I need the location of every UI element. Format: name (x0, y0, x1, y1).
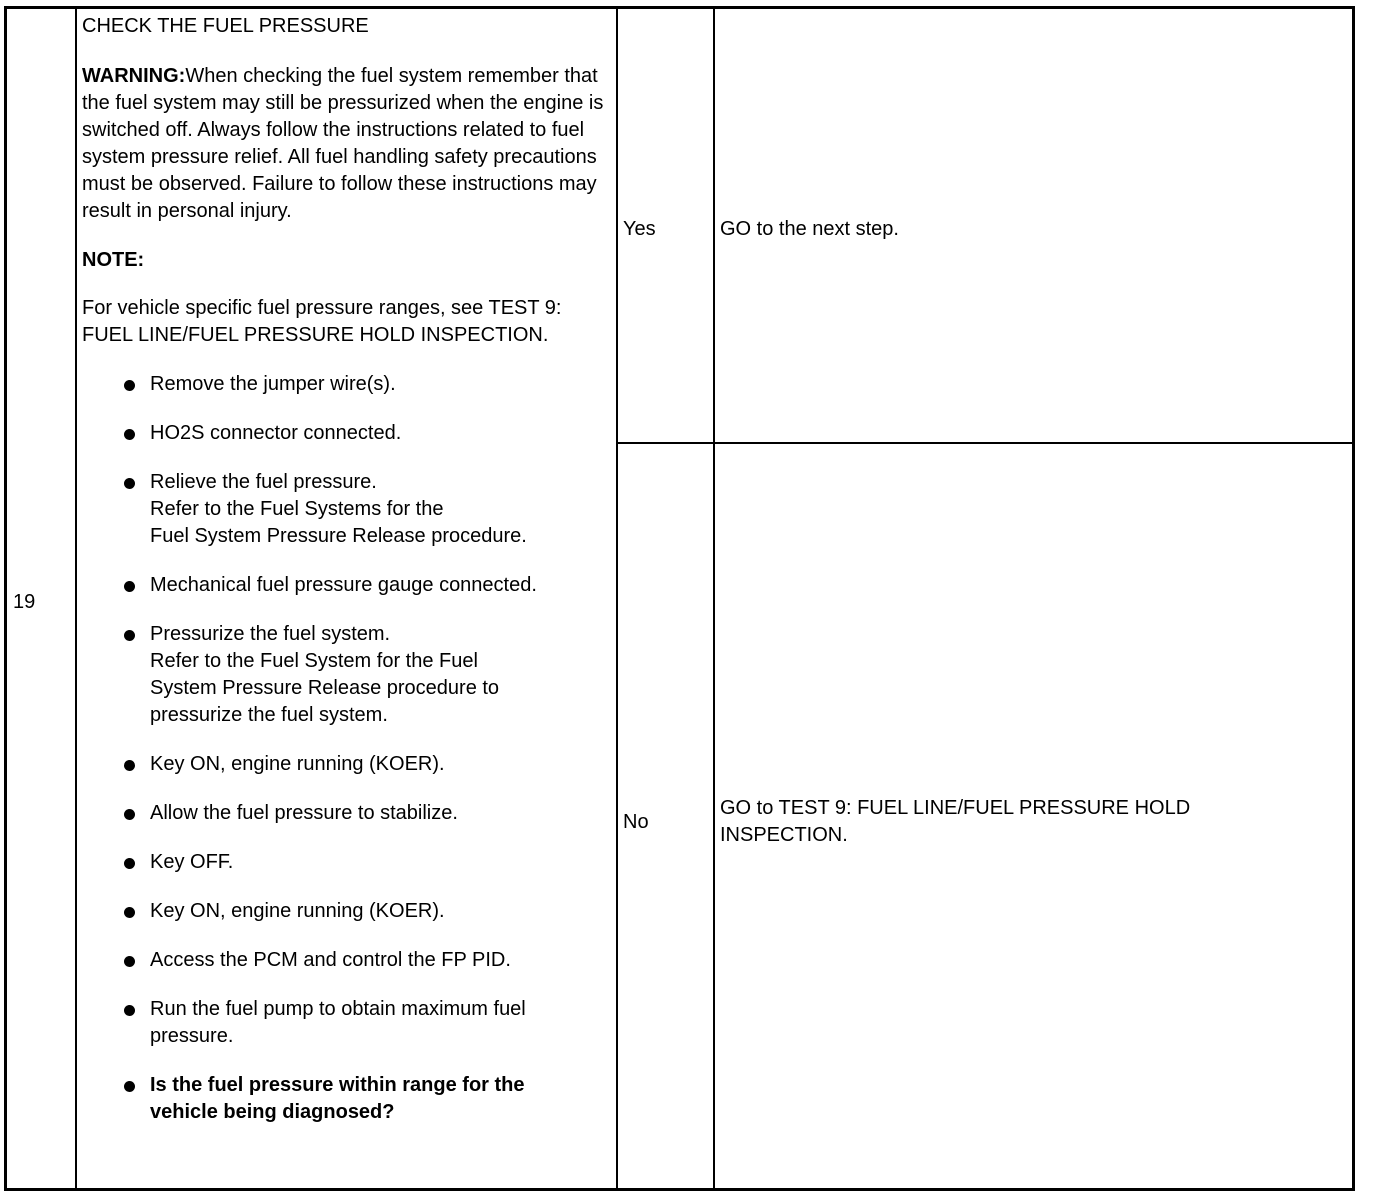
procedure-bullet-item (124, 996, 616, 1050)
bullet-text-line: Is the fuel pressure within range for the (150, 1074, 525, 1096)
bullet-text-line: Mechanical fuel pressure gauge connected. (150, 574, 537, 596)
bullet-dot-icon (124, 858, 135, 869)
answer-no-result: GO to TEST 9: FUEL LINE/FUEL PRESSURE HOLD INSPECTION. (720, 797, 1191, 846)
bullet-text-line: HO2S connector connected. (150, 422, 402, 444)
bullet-text-line: System Pressure Release procedure to (150, 677, 500, 699)
answer-yes-result: GO to the next step. (720, 218, 899, 240)
procedure-bullet-item (124, 898, 616, 925)
bullet-text-line: Refer to the Fuel Systems for the (150, 498, 444, 520)
bullet-dot-icon (124, 956, 135, 967)
bullet-dot-icon (124, 809, 135, 820)
procedure-bullet-item (124, 1072, 616, 1126)
procedure-bullet-list (82, 371, 616, 1126)
procedure-bullet-item (124, 621, 616, 729)
procedure-cell (82, 13, 616, 1126)
answer-no-label: No (623, 811, 649, 833)
bullet-text-line: Key OFF. (150, 851, 234, 873)
note-text: For vehicle specific fuel pressure ranges, see TEST 9: FUEL LINE/FUEL PRESSURE HOLD INSPECTION. (82, 297, 562, 346)
answer-yes-label: Yes (623, 218, 656, 240)
bullet-dot-icon (124, 478, 135, 489)
bullet-text-line: Access the PCM and control the FP PID. (150, 949, 511, 971)
diagnostic-step-table (4, 6, 1355, 1191)
bullet-text-line: Key ON, engine running (KOER). (150, 753, 445, 775)
bullet-text-line: Allow the fuel pressure to stabilize. (150, 802, 458, 824)
procedure-bullet-item (124, 572, 616, 599)
column-divider-answer (713, 9, 715, 1188)
bullet-text-line: Run the fuel pump to obtain maximum fuel (150, 998, 526, 1020)
column-divider-step (75, 9, 77, 1188)
warning-paragraph (82, 63, 616, 225)
bullet-dot-icon (124, 380, 135, 391)
procedure-bullet-item (124, 420, 616, 447)
procedure-bullet-item (124, 751, 616, 778)
bullet-text-line: Relieve the fuel pressure. (150, 471, 377, 493)
bullet-text-line: pressurize the fuel system. (150, 704, 388, 726)
row-divider-yes-no (616, 442, 1352, 444)
bullet-dot-icon (124, 1005, 135, 1016)
bullet-text-line: Fuel System Pressure Release procedure. (150, 525, 527, 547)
note-label: NOTE: (82, 249, 145, 271)
bullet-dot-icon (124, 907, 135, 918)
bullet-text-line: pressure. (150, 1025, 234, 1047)
bullet-text-line: Refer to the Fuel System for the Fuel (150, 650, 478, 672)
warning-text: When checking the fuel system remember that the fuel system may still be pressurized when the engine is switched off. Always follow the instructions related to fuel system pressure relief. All fuel handling safety precautions must be observed. Failure to follow these instructions may result in personal injury. (82, 65, 604, 222)
step-number: 19 (13, 591, 36, 613)
bullet-text-line: Pressurize the fuel system. (150, 623, 391, 645)
procedure-title: CHECK THE FUEL PRESSURE (82, 15, 369, 37)
procedure-bullet-item (124, 469, 616, 550)
bullet-text-line: Remove the jumper wire(s). (150, 373, 396, 395)
procedure-bullet-item (124, 947, 616, 974)
bullet-dot-icon (124, 1081, 135, 1092)
bullet-dot-icon (124, 581, 135, 592)
procedure-bullet-item (124, 371, 616, 398)
warning-label: WARNING: (82, 65, 186, 87)
bullet-dot-icon (124, 429, 135, 440)
procedure-bullet-item (124, 800, 616, 827)
bullet-text-line: Key ON, engine running (KOER). (150, 900, 445, 922)
procedure-bullet-item (124, 849, 616, 876)
bullet-text-line: vehicle being diagnosed? (150, 1101, 395, 1123)
column-divider-procedure (616, 9, 618, 1188)
bullet-dot-icon (124, 630, 135, 641)
bullet-dot-icon (124, 760, 135, 771)
